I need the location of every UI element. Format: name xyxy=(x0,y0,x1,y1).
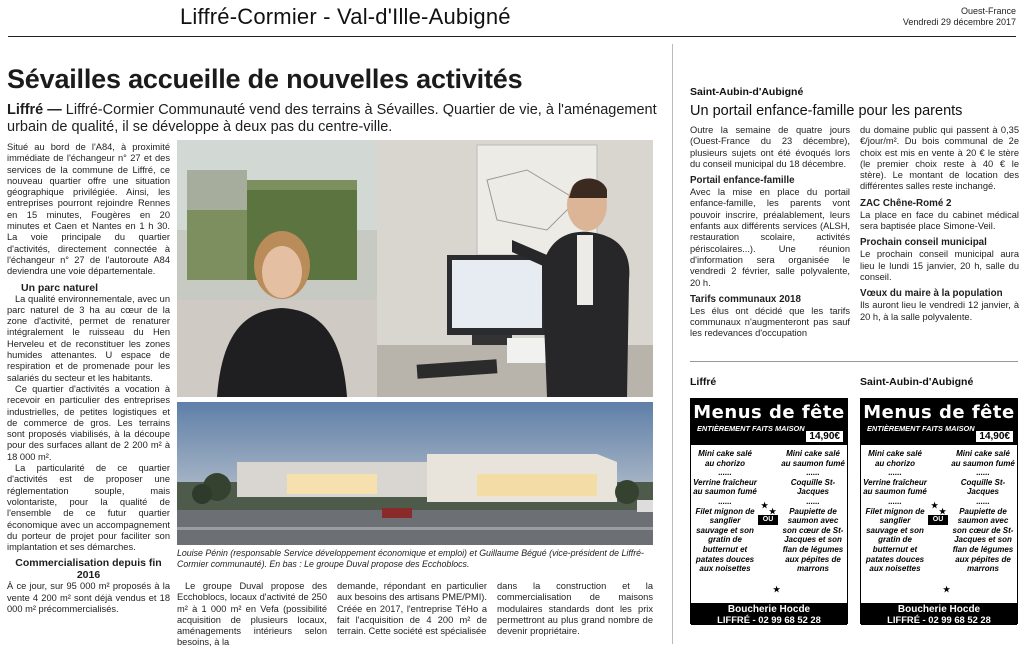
paragraph: Situé au bord de l'A84, à proximité immédiate de l'échangeur n° 27 et des services de la commune de Liffré, ce nouveau quartier offre une situation géographique privilégiée. Ainsi, les entreprises pourront rejoindre Rennes en 15 minutes, Fougères en 20 minutes et Caen et Nantes en 1 h 30. La voie principale du quartier d'activités, directement connectée à l'échangeur n° 27 de l'autoroute A84 deviendra une voie départementale. xyxy=(7,142,170,277)
subheading-parc: Un parc naturel xyxy=(21,281,99,294)
paragraph: Ils auront lieu le vendredi 12 janvier, à 20 h, à la salle polyvalente. xyxy=(860,300,1019,322)
ad-price: 14,90€ xyxy=(806,431,843,442)
star-icon: ★ xyxy=(769,507,777,516)
photo-ecchoblocs xyxy=(177,402,653,545)
publication-date: Vendredi 29 décembre 2017 xyxy=(902,17,1016,27)
ad-menu xyxy=(691,445,847,603)
paragraph: La qualité environnementale, avec un parc naturel de 3 ha au cœur de la zone d'activité, permet de renaturer intégralement le ruisseau du Hen Herveleu et de reconstituer les zones humides attenantes. U espace de respiration et de promenade pour les salariés du secteur et les habitants. xyxy=(7,293,170,383)
ad-footer xyxy=(691,603,847,625)
paragraph: Outre la semaine de quatre jours (Ouest-France du 23 décembre), plusieurs sujets ont été évoqués lors du conseil municipal du 18 décembre. xyxy=(690,125,850,169)
ad-or-badge: OU xyxy=(928,515,948,525)
paragraph: Ce quartier d'activités a vocation à recevoir en particulier des entreprises industrielles, de petites logistiques et de commerce de gros. Les terrains sont proposés viabilisés, à la découpe pour des surfaces allant de 2 200 m² à 18 000 m². xyxy=(7,383,170,462)
ad-phone: LIFFRÉ - 02 99 68 52 28 xyxy=(887,614,991,625)
photo-office xyxy=(177,140,653,397)
advertisement-2 xyxy=(860,398,1018,624)
section-title: Liffré-Cormier - Val-d'Ille-Aubigné xyxy=(180,4,511,29)
lead-place: Liffré — xyxy=(7,102,62,118)
ad-menu-left: Mini cake salé au chorizo ...... Verrine fraîcheur au saumon fumé ...... Filet mignon de sanglier sauvage et son gratin de butternut et patates douces aux noisettes xyxy=(693,449,757,574)
photo-caption: Louise Pénin (responsable Service développement économique et emploi) et Guillaume Bégué (vice-président de Liffré-Cormier communauté). En bas : Le groupe Duval propose des Ecchoblocs. xyxy=(177,548,644,569)
brief-subheading: ZAC Chêne-Romé 2 xyxy=(860,197,952,209)
office-photo-image xyxy=(177,140,653,397)
paragraph: dans la construction et la commercialisation de maisons modulaires standards dont les prix permettront au plus grand nombre de devenir propriétaire. xyxy=(497,581,653,637)
ad-subtitle: ENTIÈREMENT FAITS MAISON xyxy=(867,424,975,433)
publication-info xyxy=(903,6,1016,28)
paragraph: du domaine public qui passent à 0,35 €/jour/m². Du bois communal de 2e choix est mis en vente à 20 € le stère (le premier choix reste à 40 € le stère). Le montant de location des différentes salles reste inchangé. xyxy=(860,125,1019,192)
masthead-rule xyxy=(8,36,1016,37)
article-headline: Sévailles accueille de nouvelles activités xyxy=(7,64,523,94)
brief-column-right xyxy=(860,125,1019,323)
star-icon: ★ xyxy=(773,585,781,594)
paragraph: Les élus ont décidé que les tarifs communaux n'augmenteront pas sauf les redevances d'occupation xyxy=(690,305,850,339)
ad-menu-right: Mini cake salé au saumon fumé ...... Coquille St-Jacques ...... Paupiette de saumon avec son cœur de St-Jacques et son flan de légumes aux pépites de marrons xyxy=(951,449,1015,574)
star-icon: ★ xyxy=(939,507,947,516)
ad-title: Menus de fête xyxy=(863,402,1015,423)
paragraph: Le prochain conseil municipal aura lieu le lundi 15 janvier, 20 h, salle du conseil. xyxy=(860,249,1019,282)
ad-footer xyxy=(861,603,1017,625)
brief-subheading: Tarifs communaux 2018 xyxy=(690,293,801,305)
star-icon: ★ xyxy=(761,501,769,510)
brief-kicker: Saint-Aubin-d'Aubigné xyxy=(690,86,804,98)
article-column-1 xyxy=(7,142,170,615)
paragraph: demande, répondant en particulier aux besoins des artisans PME/PMI). Créée en 2017, l'entreprise TéHo a fait l'acquisition de 4 200 m² de terrain. Cette société est spécialisée xyxy=(337,581,487,637)
brief-subheading: Prochain conseil municipal xyxy=(860,237,987,249)
article-lead xyxy=(7,102,657,136)
ad-phone: LIFFRÉ - 02 99 68 52 28 xyxy=(717,614,821,625)
paragraph: Le groupe Duval propose des Ecchoblocs, locaux d'activité de 250 m² à 1 000 m² en Vefa (possibilité acquisition de plusieurs locaux, aménagements intérieurs selon besoins, à la xyxy=(177,581,327,648)
subheading-commercialisation: Commercialisation depuis fin 2016 xyxy=(15,557,162,582)
paragraph: La place en face du cabinet médical sera baptisée place Simone-Veil. xyxy=(860,209,1019,232)
article-column-3 xyxy=(337,581,487,637)
ad-or-badge: OU xyxy=(758,515,778,525)
star-icon: ★ xyxy=(931,501,939,510)
article-column-4 xyxy=(497,581,653,637)
ad-menu-right: Mini cake salé au saumon fumé ...... Coquille St-Jacques ...... Paupiette de saumon avec son cœur de St-Jacques et son flan de légumes aux pépites de marrons xyxy=(781,449,845,574)
paragraph: Avec la mise en place du portail enfance-famille, les parents vont pouvoir inscrire, préalablement, leurs enfants aux différents services (ALSH, restauration scolaire, activités périscolaires...). Une réunion d'information sera organisée le vendredi 2 février, salle polyvalente, 20 h. xyxy=(690,187,850,288)
article-column-2 xyxy=(177,581,327,649)
brief-title: Un portail enfance-famille pour les parents xyxy=(690,103,963,119)
section-rule xyxy=(690,361,1018,362)
ad-header xyxy=(691,399,847,445)
ad-header xyxy=(861,399,1017,445)
brief-subheading: Portail enfance-famille xyxy=(690,175,795,187)
star-icon: ★ xyxy=(943,585,951,594)
ad-town-saint-aubin: Saint-Aubin-d'Aubigné xyxy=(860,376,974,388)
column-divider xyxy=(672,44,673,644)
ad-menu xyxy=(861,445,1017,603)
ad-menu-left: Mini cake salé au chorizo ...... Verrine fraîcheur au saumon fumé ...... Filet mignon de sanglier sauvage et son gratin de butternut et patates douces aux noisettes xyxy=(863,449,927,574)
ad-subtitle: ENTIÈREMENT FAITS MAISON xyxy=(697,424,805,433)
paragraph: À ce jour, sur 95 000 m² proposés à la vente 4 200 m² sont déjà vendus et 18 000 m² précommercialisés. xyxy=(7,581,170,614)
lead-text: Liffré-Cormier Communauté vend des terrains à Sévailles. Quartier de vie, à l'aménagement urbain de qualité, il se développe à deux pas du centre-ville. xyxy=(7,102,657,135)
ad-town-liffre: Liffré xyxy=(690,376,717,388)
brief-subheading: Vœux du maire à la population xyxy=(860,288,1003,300)
advertisement-1 xyxy=(690,398,848,624)
ad-price: 14,90€ xyxy=(976,431,1013,442)
ecchoblocs-photo-image xyxy=(177,402,653,545)
publication-name: Ouest-France xyxy=(960,6,1016,16)
ad-title: Menus de fête xyxy=(693,402,845,423)
ad-shop-name: Boucherie Hocde xyxy=(897,604,981,615)
ad-shop-name: Boucherie Hocde xyxy=(727,604,811,615)
brief-column-left xyxy=(690,125,850,340)
paragraph: La particularité de ce quartier d'activités est de proposer une réglementation souple, mais volontariste, pour la qualité de l'ensemble de ce futur quartier économique avec un accompagnement du porteur de projet pour faciliter son implantation et ses démarches. xyxy=(7,463,170,553)
